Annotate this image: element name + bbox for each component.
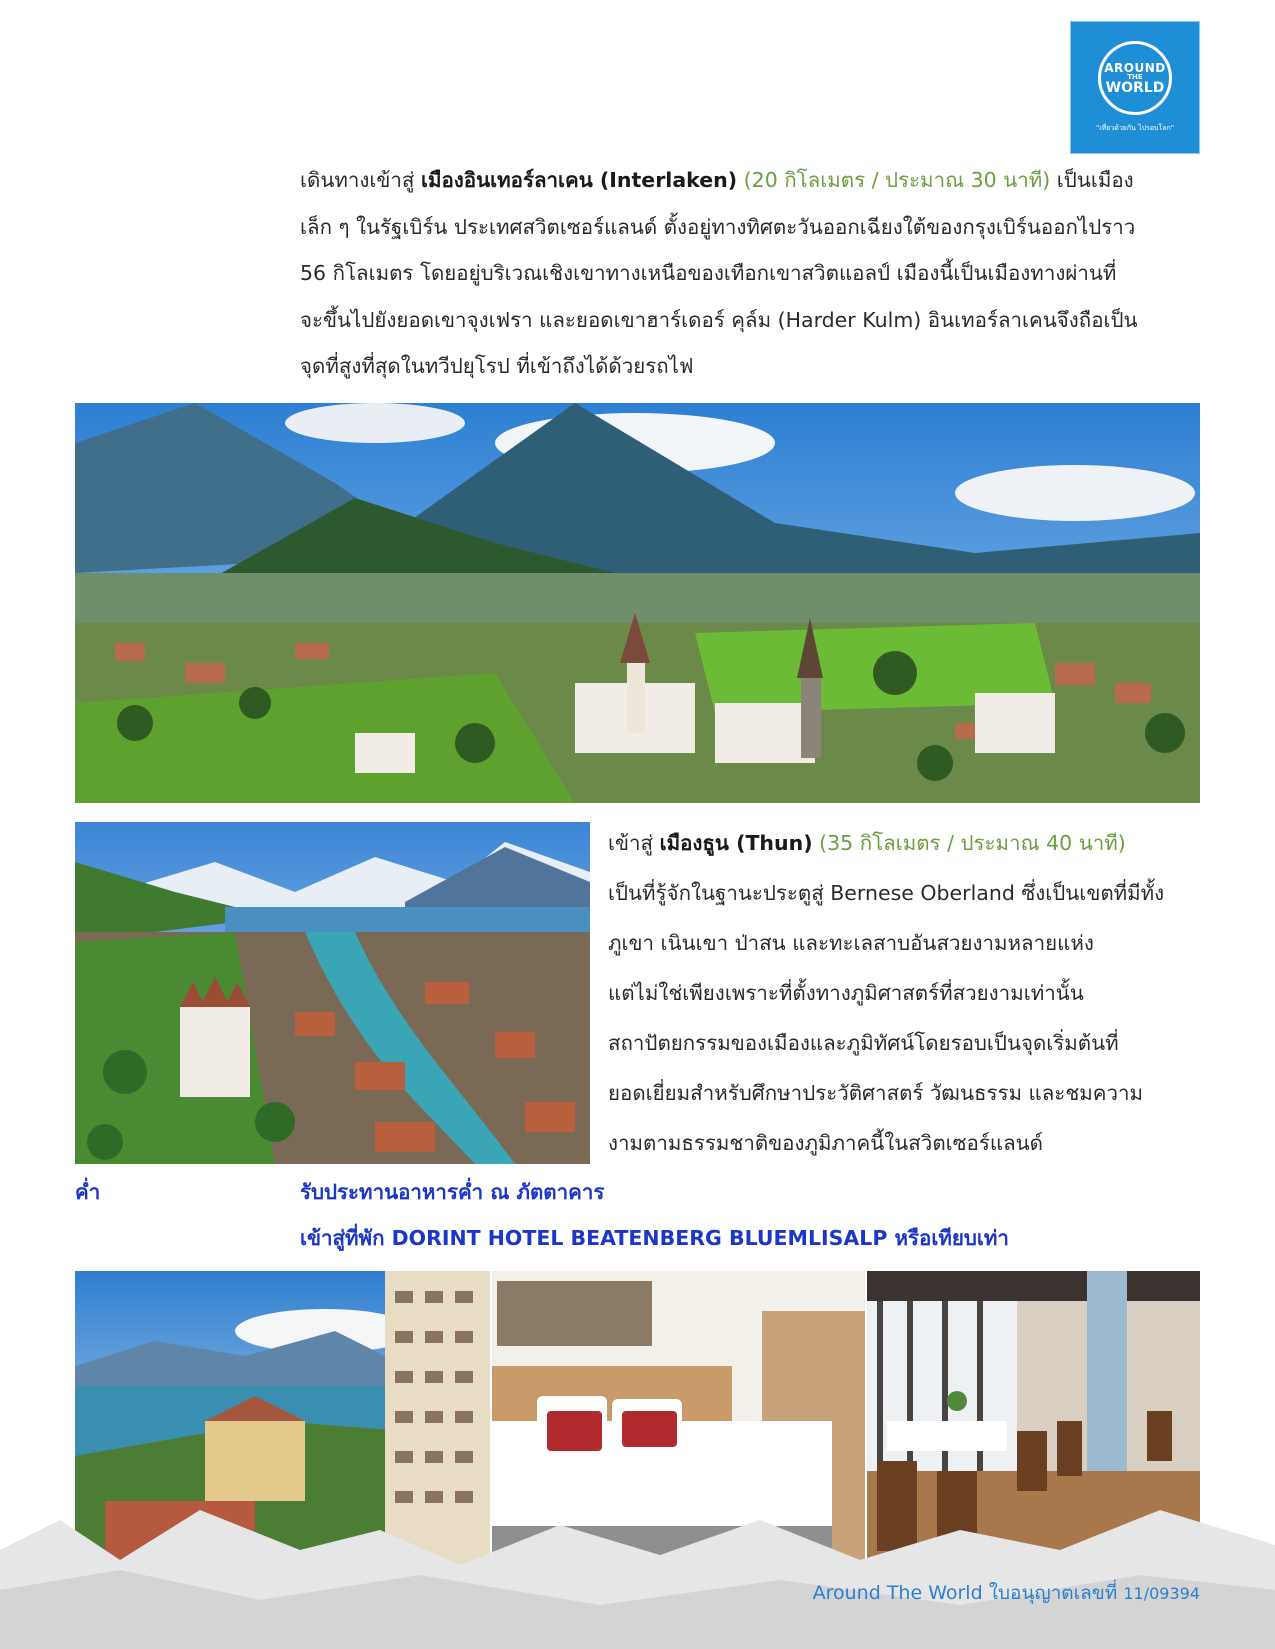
thun-photo	[75, 822, 590, 1164]
footer-license-number: 11/09394	[1123, 1584, 1200, 1603]
mountain-watermark	[0, 1490, 1275, 1649]
interlaken-line1-tail: เป็นเมือง	[1056, 168, 1134, 192]
logo-word-2: THE	[1127, 72, 1143, 81]
thun-distance: (35 กิโลเมตร / ประมาณ 40 นาที)	[819, 831, 1126, 855]
interlaken-line-3: 56 กิโลเมตร โดยอยู่บริเวณเชิงเขาทางเหนือของเทือกเขาสวิตแอลป์ เมืองนี้เป็นเมืองทางผ่านที่	[300, 261, 1117, 285]
interlaken-line-2: เล็ก ๆ ในรัฐเบิร์น ประเทศสวิตเซอร์แลนด์ ตั้งอยู่ทางทิศตะวันออกเฉียงใต้ของกรุงเบิร์นออกไปราว	[300, 214, 1136, 239]
thun-line-4: แต่ไม่ใช่เพียงเพราะที่ตั้งทางภูมิศาสตร์ที่สวยงามเท่านั้น	[608, 981, 1084, 1005]
thun-intro: เข้าสู่	[608, 831, 654, 855]
thun-line-7: งามตามธรรมชาติของภูมิภาคนี้ในสวิตเซอร์แลนด์	[608, 1131, 1043, 1155]
footer-brand: Around The World	[812, 1582, 983, 1604]
thun-line-1	[608, 818, 1200, 868]
thun-line-2: เป็นที่รู้จักในฐานะประตูสู่ Bernese Oberland ซึ่งเป็นเขตที่มีทั้ง	[608, 881, 1165, 905]
interlaken-city: เมืองอินเทอร์ลาเคน (Interlaken)	[420, 168, 738, 192]
globe-icon	[1098, 41, 1172, 115]
interlaken-line-5: จุดที่สูงที่สุดในทวีปยุโรป ที่เข้าถึงได้ด้วยรถไฟ	[300, 354, 694, 378]
thun-line-5: สถาปัตยกรรมของเมืองและภูมิทัศน์โดยรอบเป็นจุดเริ่มต้นที่	[608, 1031, 1119, 1055]
footer-license	[813, 1578, 1200, 1608]
dinner-text: รับประทานอาหารค่ำ ณ ภัตตาคาร	[300, 1180, 605, 1204]
interlaken-photo	[75, 403, 1200, 803]
interlaken-distance: (20 กิโลเมตร / ประมาณ 30 นาที)	[743, 168, 1051, 192]
logo-word-1: AROUND	[1104, 60, 1166, 75]
interlaken-intro: เดินทางเข้าสู่	[300, 168, 415, 192]
meal-label: ค่ำ	[75, 1180, 101, 1204]
logo-word-3: WORLD	[1105, 79, 1165, 96]
interlaken-line-1	[300, 157, 1200, 204]
thun-city: เมืองธูน (Thun)	[659, 831, 813, 855]
thun-paragraph	[608, 818, 1200, 1168]
footer-license-label: ใบอนุญาตเลขที่	[988, 1582, 1118, 1604]
interlaken-line-4: จะขึ้นไปยังยอดเขาจุงเฟรา และยอดเขาฮาร์เดอร์ คุล์ม (Harder Kulm) อินเทอร์ลาเคนจึงถือเป็น	[300, 307, 1138, 332]
logo-tagline: "เที่ยวด้วยกัน ไปรอบโลก"	[1096, 124, 1174, 132]
thun-line-6: ยอดเยี่ยมสำหรับศึกษาประวัติศาสตร์ วัฒนธรรม และชมความ	[608, 1081, 1143, 1105]
company-logo	[1070, 21, 1200, 154]
thun-line-3: ภูเขา เนินเขา ป่าสน และทะเลสาบอันสวยงามหลายแห่ง	[608, 931, 1094, 955]
hotel-text: เข้าสู่ที่พัก DORINT HOTEL BEATENBERG BLUEMLISALP หรือเทียบเท่า	[300, 1226, 1009, 1250]
interlaken-paragraph	[300, 157, 1200, 390]
